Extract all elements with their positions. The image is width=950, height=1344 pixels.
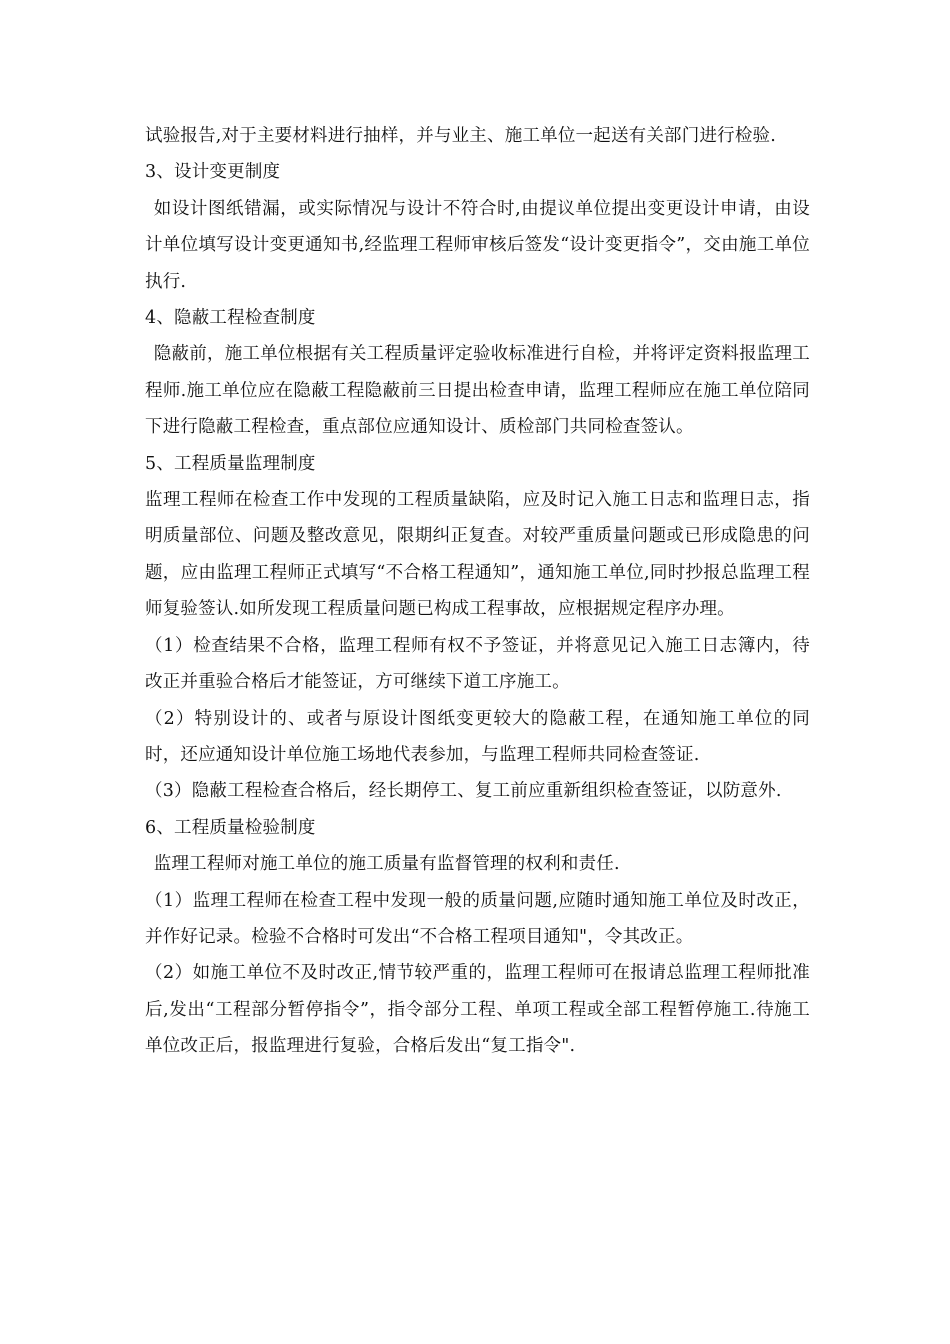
- heading-quality-inspection: 6、工程质量检验制度: [145, 817, 316, 838]
- list-item: （1）检查结果不合格，监理工程师有权不予签证，并将意见记入施工日志簿内，待改正并重验合格后才能签证，方可继续下道工序施工。: [145, 635, 810, 693]
- paragraph-quality-supervision: 监理工程师在检查工作中发现的工程质量缺陷，应及时记入施工日志和监理日志，指明质量部位、问题及整改意见，限期纠正复查。对较严重质量问题或已形成隐患的问题，应由监理工程师正式填写“不合格工程通知”，通知施工单位,同时抄报总监理工程师复验签认.如所发现工程质量问题已构成工程事故，应根据规定程序办理。: [145, 490, 810, 620]
- paragraph-material-sampling: 试验报告,对于主要材料进行抽样，并与业主、施工单位一起送有关部门进行检验.: [145, 126, 777, 146]
- paragraph-concealed-inspection: 隐蔽前，施工单位根据有关工程质量评定验收标准进行自检，并将评定资料报监理工程师.施工单位应在隐蔽工程隐蔽前三日提出检查申请，监理工程师应在施工单位陪同下进行隐蔽工程检查，重点部位应通知设计、质检部门共同检查签认。: [145, 344, 810, 438]
- list-item: （2）特别设计的、或者与原设计图纸变更较大的隐蔽工程，在通知施工单位的同时，还应通知设计单位施工场地代表参加，与监理工程师共同检查签证.: [145, 708, 810, 765]
- list-item: （1）监理工程师在检查工程中发现一般的质量问题,应随时通知施工单位及时改正，并作好记录。检验不合格时可发出“不合格工程项目通知"，令其改正。: [145, 890, 810, 947]
- paragraph-quality-inspection: 监理工程师对施工单位的施工质量有监督管理的权利和责任.: [153, 854, 620, 875]
- heading-design-change: 3、设计变更制度: [145, 162, 281, 183]
- document-body: [145, 118, 810, 1065]
- heading-quality-supervision: 5、工程质量监理制度: [145, 453, 316, 474]
- paragraph-design-change: 如设计图纸错漏，或实际情况与设计不符合时,由提议单位提出变更设计申请，由设计单位填写设计变更通知书,经监理工程师审核后签发“设计变更指令”，交由施工单位执行.: [145, 198, 810, 292]
- list-item: （2）如施工单位不及时改正,情节较严重的，监理工程师可在报请总监理工程师批准后,发出“工程部分暂停指令”，指令部分工程、单项工程或全部工程暂停施工.待施工单位改正后，报监理进行复验，合格后发出“复工指令".: [145, 963, 810, 1057]
- heading-concealed-inspection: 4、隐蔽工程检查制度: [145, 308, 316, 329]
- list-item: （3）隐蔽工程检查合格后，经长期停工、复工前应重新组织检查签证，以防意外.: [145, 781, 782, 802]
